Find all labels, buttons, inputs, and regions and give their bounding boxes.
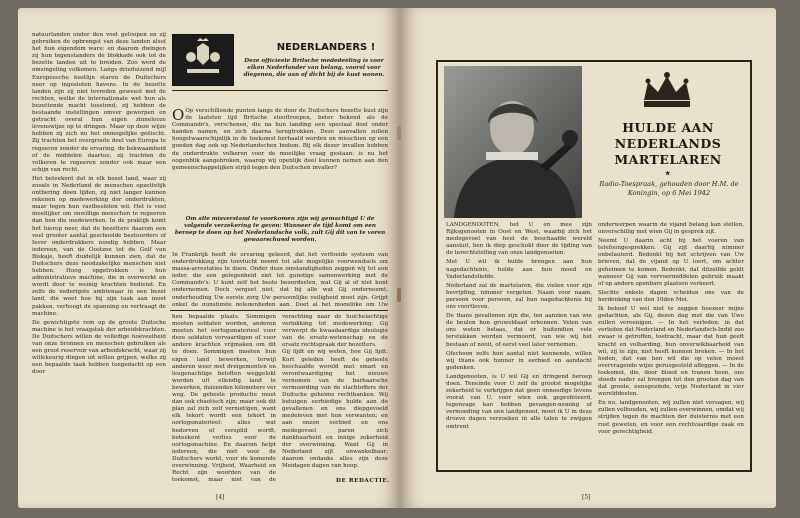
- paragraph: Het beteekent dat in elk bezet land, waar zij zooals in Nederland de menschen opzettelijk ontbering doen lijden, zij niet langer kunnen rekenen op medewerking der onderdrukten, maar tegen hun vastbesloten wil. Het is veel moeilijker om onwillige menschen te regeeren dan hen die medewerken. In de praktijk komt het hierop neer, dat de bezetters daarom een veel grooter aantal geschoolde bestuurders of Iever onderdrukkers noodig hebben. Maar iedereen, van de Oostzee tot de Golf van Biskaje, heeft duidelijk kunnen zien, dat de Duitschers deze noodzakelijke menschen niet hebben. Hoog opgetrokken is hun administratieve machine, die in overwerkt en wordt door te weinig krachten bediend. En zelfs de nederigste ambtenaar in een bezet land, die weet hoe hij zijn taak aan moet pakken, verhoogt de spanning en vertraagt de machine.: [32, 175, 166, 317]
- paragraph: [172, 108, 388, 172]
- speech-column-left: [446, 222, 592, 464]
- paragraph-text: Op verschillende punten langs de door de Duitschers bezette kust zijn de laatsten tijd Britsche stoottroepen, beter bekend als de Commando's, verschenen, die na hun landing een speciaal doel onder handen namen, en zich daarna terugtrokken. Deze aanvallen zullen hoogstwaarschijnlijk in de toekomst herhaald worden en misschien op een goeden dag ook op Nederlandschen bodem. Bij elk dezer invallen hebben de onderdrukte volkeren voor de moeilijke vraag gestaan: is nu het oogenblik aangebroken, waarop wij openlijk deel kunnen nemen aan den gemeenschappelijken strijd tegen den Duitschen invaller?: [172, 108, 388, 171]
- column-b: hen bepaalde plaats. Sommigen moeten soldaten worden, anderen moeten het oorlogsmaterieel voor deze soldaten vervaardigen of voor andere krachten vrijmaken om dit te doen. Sommigen moeten hun eigen land bewerken, terwijl anderen weer met dreigementen en leugenachtige beloften weggelokt worden uit ellendig land te bewerken, duizenden kilometers ver weg. De geheele productie moet dan ook chaotisch zijn; maar ook dit plan zal zich zelf vernietigen, want elk tekort wordt een tekort in oorlogsmaterieel: alles wat bedorven of verspild wordt, beteekent verlies voor de oorlogsmachine. En daarom helpt iedereen, die niet voor de Duitschers werkt, voor de komende overwinning. Vrijheid, Waarheid en Recht zijn woorden van de toekomst, maar niet van de: [172, 314, 276, 484]
- article-body-2: In Frankrijk heeft de ervaring geleerd, dat het verfoeide systeem van onderdrukking zijn toevlucht neemt tot alle mogelijke voorwendsels om massa-arrestaties te doen. Onder deze omstandigheden zeggen wij tot een ieder, die een gelegenheid ziet tot gunstige samenwerking met de Commando's: U kunt zelf het beste beoordeelen, wat Gij al of niet kunt ondernemen. Doch vergeet niet, dat bij alle wat Gij onderneemt, onderhouding Uw eerste zorg Uw persoonlijke veiligheid moet zijn. Grijpt enkel de gunstigste gelegenheden aan. Doet al het mogelijke om Uw: [172, 252, 388, 306]
- star-ornament: ★: [665, 170, 671, 177]
- warning-text: Om alle misverstand te voorkomen zijn wij gemachtigd U de volgende verzekering te geven: Wanneer de tijd komt om een beroep te doen op het Nederlandsche volk, zult Gij dit van te voren gewaarschuwd worden.: [174, 216, 386, 244]
- divider: [170, 310, 388, 311]
- paragraph: Ofschoon zelfs hun aantal niet kennende, willen wij thans ook hunner in eerbied en aandacht gedenken.: [446, 350, 592, 371]
- binding-staple: [397, 126, 401, 140]
- paragraph: En nu, landgenooten, wij zullen niet versagen, wij zullen volhouden, wij zullen overwinnen, omdat wij strijden tegen de machten der duisternis met een rust geweten, en voor een rechtvaardige zaak en voor gerechtigheid.: [598, 400, 744, 435]
- crown-icon: [638, 70, 696, 112]
- paragraph: Nederland zal de martelaren, die vielen voor zijn bevrijding, nimmer vergeten. Naam voor naam, persoon voor persoon, zal hun nagedachtenis bij ons voortleven.: [446, 282, 592, 311]
- coat-of-arms-icon: [172, 34, 234, 86]
- border-left: [436, 60, 438, 470]
- article-title-line-3: MARTELAREN: [614, 152, 722, 167]
- paragraph: onderwerpen waarin de vijand belang kan stellen, onverschillig met wien Gij in gesprek zijt.: [598, 222, 744, 236]
- article-title-line-2: NEDERLANDS: [614, 136, 722, 151]
- paragraph: Neemt U daarin acht bij het voeren van telefoongesprekken. Gij zijt daarbij nimmer onbelauterd. Bedenkt bij het schrijven van Uw brieven, dat de vijand op U loert, om achter geheimen te komen. Bedenkt, dat ditzelfde geldt wanneer Gij van vervoermiddelen gebruik maakt of op andere openbare plaatsen verkeert.: [598, 238, 744, 287]
- page-number: [4]: [216, 494, 225, 501]
- speech-column-right: [598, 222, 744, 464]
- paragraph: Ik behoef U wel niet te zeggen hoezeer mijne gedachten, als Gij, dezen dag met die van Uwe zullen vereenigen. — In het verleden: in dat verleden dat Nederland en Nederlandsch-Indië zoo zwaar is getroffen, toetracht, maar dat hun geeft kracht en volharding, hun onverwikbaarheid van wil, zij te zijn, niet heeft kunnen breken. — In het heden, dat van hen wil die op velen moest overvragende wijze gerusgesteld afleggen. — In de toekomst, die, door bloed en tranen heen, ons steeds nader zal brengen tot den grooten dag van dat groote, eensgezinde, vrije Nederland in vier werelddeelen.: [598, 306, 744, 398]
- dropcap: O: [172, 108, 185, 124]
- paragraph: De thans gevallenen zijn die, ten aanzien van wie de beulen hun gruweldaad erkennen. Velen van ons weten helaas, dat er buitendien vele terstukken worden vermoord, van wie wij het bestaan of nooit, of eerst veel later vernemen.: [446, 313, 592, 348]
- paragraph: Met U wil ik hulde brengen aan hun nagedachtenis, hulde aan hun moed en Vaderlandsliefde.: [446, 259, 592, 280]
- border-bottom: [436, 470, 752, 472]
- paragraph: LANDGENOOTEN, het U en mee zijn Rijksgenooten in Oost en West, waarbij zich het medegevoel van heel de beschaafde wereld aansluit, ben ik diep geschokt door de tijding van de terechtstelling van onze landgenooten.: [446, 222, 592, 257]
- left-page: [18, 8, 400, 508]
- intro-text: Deze officieele Britsche mededeeling is voor elken Nederlander van belang, vooral voor diegenen, die aan of dicht bij de kust wonen.: [243, 58, 385, 79]
- page-title: NEDERLANDERS !: [276, 42, 376, 53]
- border-right: [750, 60, 752, 470]
- column-c: verachting naar de huichelachtige verlokking tot medewerking; Gij verwerpt de kwaadaardige ideologie van de ersatz-wetenschap en de ersatz rechtspraak der bezetters. Gij lijdt en wij weten, hoe Gij lijdt. Kort geleden heeft de geheele beschaafde wereld met smart en verontwaardiging het nieuws vernomen van de barbaarsche vermoording van de slachtoffers der Duitsche geheime rechtbanken. Wij betuigen eerbiedige hulde aan de gevallenen en ons diepgevoeld medeleven met hun verwanten; en aan onzen eerbied en ons medegevoel paren zich dankbaarheid en innige zekerheid der overwinning. Want Gij in Nederland zijt onwankelbaar; daarom ondanks alles zijn deze Meidagen dagen van hoop.: [282, 314, 388, 469]
- divider: [172, 90, 388, 91]
- subtitle: Radio-Toespraak, gehouden door H.M. de Koningin, op 6 Mei 1942: [599, 180, 739, 197]
- paragraph: natuurlanden onder den voet geloopen en zij gebruiken de opbrengst van deze landen alsof het hun eigendom ware: en daarom dwingen zij hun tegenstanders de blokkade ook tot de bezette landen uit te breiden. Zoo werd de omsingeling volkomen. Langs drieduizend mijl Europeesche kustlijn staren de Duitschers neer op ingesloten havens. In de bezette landen zijn zij niet tevreden geweest met de rechten, welke de internationale wet hun als bezettende macht toestond; zij hebben de bestaande instellingen omver geworpen en getracht overal hun eigen zinnelooze levenswijze op te dringen. Maar op deze wijze hebben zij zich nu het onmogelijke geëischt. Zij trachten het overgroote deel van Europa te regeeren zonder de ervaring, de bekwaamheid of de middelen daartoe; zij trachten de volkeren te regeeren zonder ook maar een schijn van recht.: [32, 32, 166, 173]
- left-column-text: [32, 32, 166, 408]
- right-page: [400, 8, 776, 508]
- article-title-line-1: HULDE AAN: [622, 120, 714, 135]
- queen-portrait: [444, 66, 582, 218]
- paragraph: Landgenooten, is U wil Gij en dringend beroep doen. Teneinde voor U zelf de grootst mogelijke zekerheid te verkrijgen dat geen onnoodige levens voorat van U, voor wien ook geprofeteerd, tegenvage kan hebben gevangen-neming of vermoeding van een landgenoot, moet ik U in deze droeve dagen verzoeken in alle talen te zwijgen omtrent: [446, 373, 592, 430]
- binding-staple: [397, 288, 401, 302]
- paragraph: Slechts enkele dagen scheiden ons van de herdenking van den 10den Mei.: [598, 289, 744, 303]
- signature: DE REDACTIE.: [336, 478, 390, 484]
- border-top: [436, 60, 750, 62]
- paragraph: De gewichtigste rem op de groote Duitsche machine is het vraagstuk der arbeidskrachten. De Duitschers willen de volledige hoeveelheid van onze bronnen en menschen gebruiken als een groot reservoir van arbeidskracht, waar zij willekeurig dingen uit willen grijpen, welke zij een bepaalde taak hebben toegedacht op een door: [32, 319, 166, 376]
- page-number: [5]: [582, 494, 591, 501]
